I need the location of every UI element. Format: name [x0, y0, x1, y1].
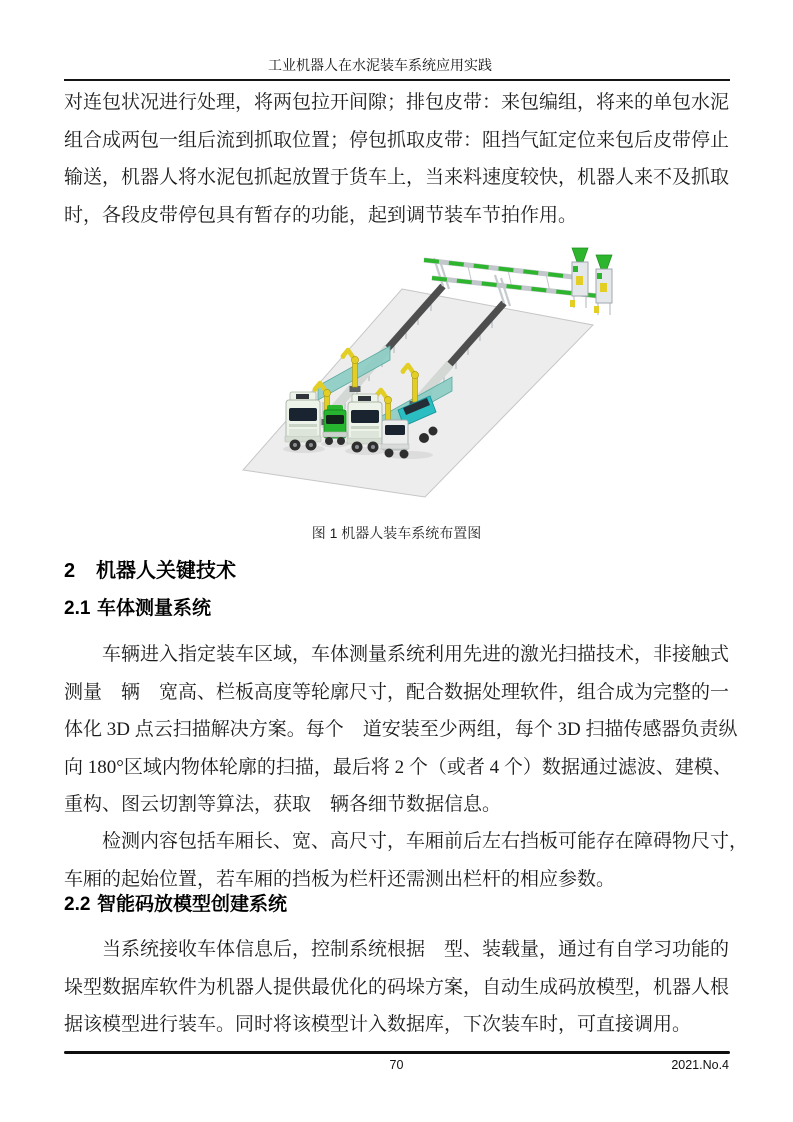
text-line: 测量 辆 宽高、栏板高度等轮廓尺寸，配合数据处理软件，组合成为完整的一: [64, 681, 730, 703]
text-line: 时，各段皮带停包具有暂存的功能，起到调节装车节拍作用。: [64, 204, 578, 226]
paragraph-2-1-b: [64, 823, 749, 898]
truck-white-1: [285, 392, 321, 451]
bag-hoppers: [570, 248, 612, 315]
text-line: 向 180°区域内物体轮廓的扫描，最后将 2 个（或者 4 个）数据通过滤波、建模、: [64, 756, 732, 778]
paragraph-2-2-a: [64, 931, 729, 1044]
heading-number: 2: [64, 560, 76, 582]
text-line: 输送，机器人将水泥包抓起放置于货车上，当来料速度较快，机器人来不及抓取: [64, 167, 730, 188]
text-line: 组合成两包一组后流到抓取位置；停包抓取皮带：阻挡气缸定位来包后皮带停止: [64, 129, 730, 151]
heading-number: 2.1: [64, 598, 91, 619]
text-line: 车辆进入指定装车区域，车体测量系统利用先进的激光扫描技术，非接触式: [102, 644, 730, 665]
heading-section-2-2: [64, 891, 729, 919]
text-line: 当系统接收车体信息后，控制系统根据 型、装载量，通过有自学习功能的: [102, 939, 730, 960]
heading-text: 车体测量系统: [97, 598, 212, 619]
heading-section-2-1: [64, 595, 729, 623]
header-rule: [64, 79, 730, 81]
paragraph-2-1-a: [64, 636, 738, 824]
text-line: 车厢的起始位置，若车厢的挡板为栏杆还需测出栏杆的相应参数。: [64, 868, 616, 890]
truck-white-2: [347, 394, 383, 453]
paragraph-intro: [64, 84, 729, 234]
text-line: 垛型数据库软件为机器人提供最优化的码垛方案，自动生成码放模型，机器人根: [64, 976, 730, 998]
heading-text: 机器人关键技术: [96, 560, 236, 582]
running-header-title: 工业机器人在水泥装车系统应用实践: [268, 59, 492, 74]
issue-label: 2021.No.4: [671, 1058, 729, 1072]
text-line: 据该模型进行装车。同时将该模型计入数据库，下次装车时，可直接调用。: [64, 1014, 692, 1035]
heading-text: 智能码放模型创建系统: [97, 894, 288, 915]
text-line: 对连包状况进行处理，将两包拉开间隙；排包皮带：来包编组，将来的单包水泥: [64, 92, 730, 113]
text-line: 重构、图云切割等算法，获取 辆各细节数据信息。: [64, 794, 502, 815]
footer-rule: [64, 1051, 730, 1054]
page-number: 70: [389, 1058, 404, 1072]
figure-robot-loading-system: [228, 242, 640, 522]
text-line: 检测内容包括车厢长、宽、高尺寸，车厢前后左右挡板可能存在障碍物尺寸，: [102, 831, 749, 852]
heading-number: 2.2: [64, 894, 91, 915]
heading-section-2: [64, 556, 729, 586]
text-line: 体化 3D 点云扫描解决方案。每个 道安装至少两组，每个 3D 扫描传感器负责纵: [64, 719, 738, 740]
figure-caption: 图 1 机器人装车系统布置图: [311, 525, 482, 541]
